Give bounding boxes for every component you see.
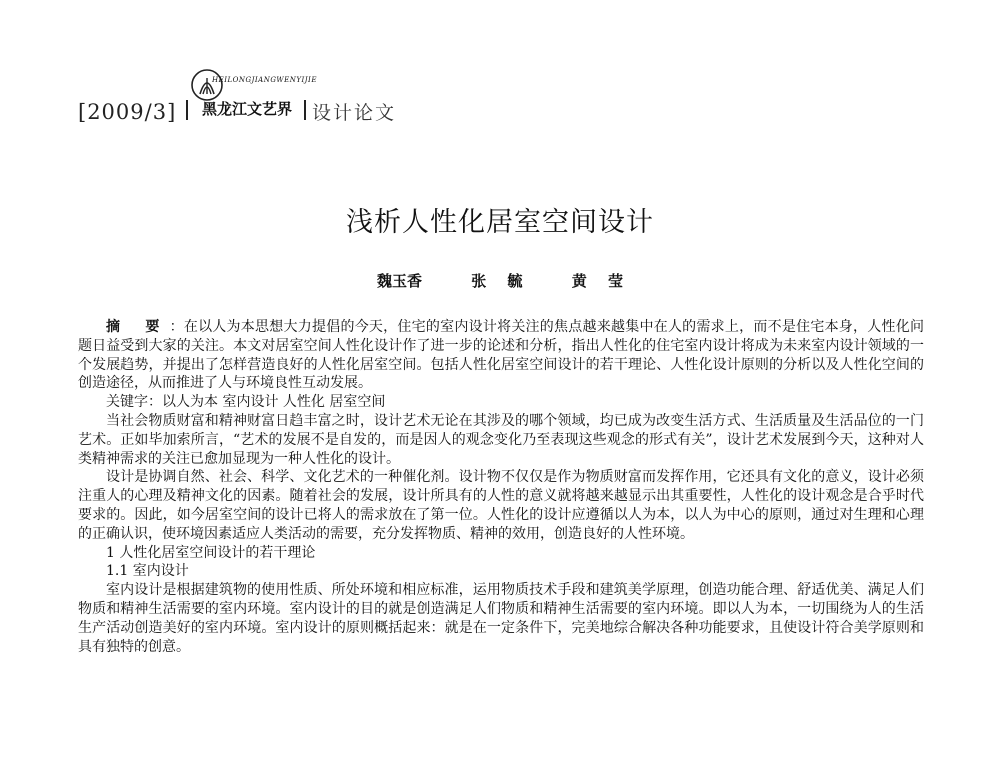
section-name: 设计论文 <box>312 102 397 124</box>
keywords: 关键字：以人为本 室内设计 人性化 居室空间 <box>106 394 386 411</box>
section-1-1-text: 室内设计是根据建筑物的使用性质、所处环境和相应标准，运用物质技术手段和建筑美学原理，创造功能合理、舒适优美、满足人们物质和精神生活需要的室内环境。室内设计的目的就是创造满足人们物质和精神生活需要的室内环境。即以人为本，一切围绕为人的生活生产活动创造美好的室内环境。室内设计的原则概括起来：就是在一定条件下，完美地综合解决各种功能要求，且使设计符合美学原则和具有独特的创意。 <box>78 582 924 655</box>
abstract-text: ：在以人为本思想大力提倡的今天，住宅的室内设计将关注的焦点越来越集中在人的需求上，而不是住宅本身，人性化问题日益受到大家的关注。本文对居室空间人性化设计作了进一步的论述和分析，指出人性化的住宅室内设计将成为未来室内设计领域的一个发展趋势，并提出了怎样营造良好的人性化居室空间。包括人性化居室空间设计的若干理论、人性化设计原则的分析以及人性化空间的创造途径，从而推进了人与环境良性互动发展。 <box>78 319 924 392</box>
section-1-heading: 1 人性化居室空间设计的若干理论 <box>106 544 316 561</box>
author-2: 张 毓 <box>471 272 523 290</box>
paragraph-1: 当社会物质财富和精神财富日趋丰富之时，设计艺术无论在其涉及的哪个领域，均已成为改变生活方式、生活质量及生活品位的一门艺术。正如毕加索所言，“艺术的发展不是自发的，而是因人的观念变化乃至表现这些观念的形式有关”，设计艺术发展到今天，这种对人类精神需求的关注已愈加显现为一种人性化的设计。 <box>78 412 924 467</box>
abstract-label: 摘 要 <box>106 319 170 335</box>
abstract <box>78 318 924 393</box>
author-list <box>0 270 1000 291</box>
journal-header <box>78 68 498 128</box>
journal-logo-icon <box>190 68 224 102</box>
section-1-1-heading: 1.1 室内设计 <box>106 563 189 580</box>
issue-number: [2009/3] <box>78 100 177 124</box>
author-1: 魏玉香 <box>377 272 423 290</box>
header-divider-right <box>304 100 306 120</box>
paragraph-2: 设计是协调自然、社会、科学、文化艺术的一种催化剂。设计物不仅仅是作为物质财富而发挥作用，它还具有文化的意义，设计必须注重人的心理及精神文化的因素。随着社会的发展，设计所具有的人性的意义就将越来越显示出其重要性，人性化的设计观念是合乎时代要求的。因此，如今居室空间的设计已将人的需求放在了第一位。人性化的设计应遵循以人为本，以人为中心的原则，通过对生理和心理的正确认识，使环境因素适应人类活动的需要，充分发挥物质、精神的效用，创造良好的人性环境。 <box>78 469 924 542</box>
header-divider-left <box>186 100 188 120</box>
article-title: 浅析人性化居室空间设计 <box>346 207 654 238</box>
journal-english-name: HEILONGJIANGWENYIJIE <box>212 76 317 84</box>
author-3: 黄 莹 <box>571 272 623 290</box>
article-body <box>78 318 924 656</box>
journal-name: 黑龙江文艺界 <box>202 100 293 118</box>
